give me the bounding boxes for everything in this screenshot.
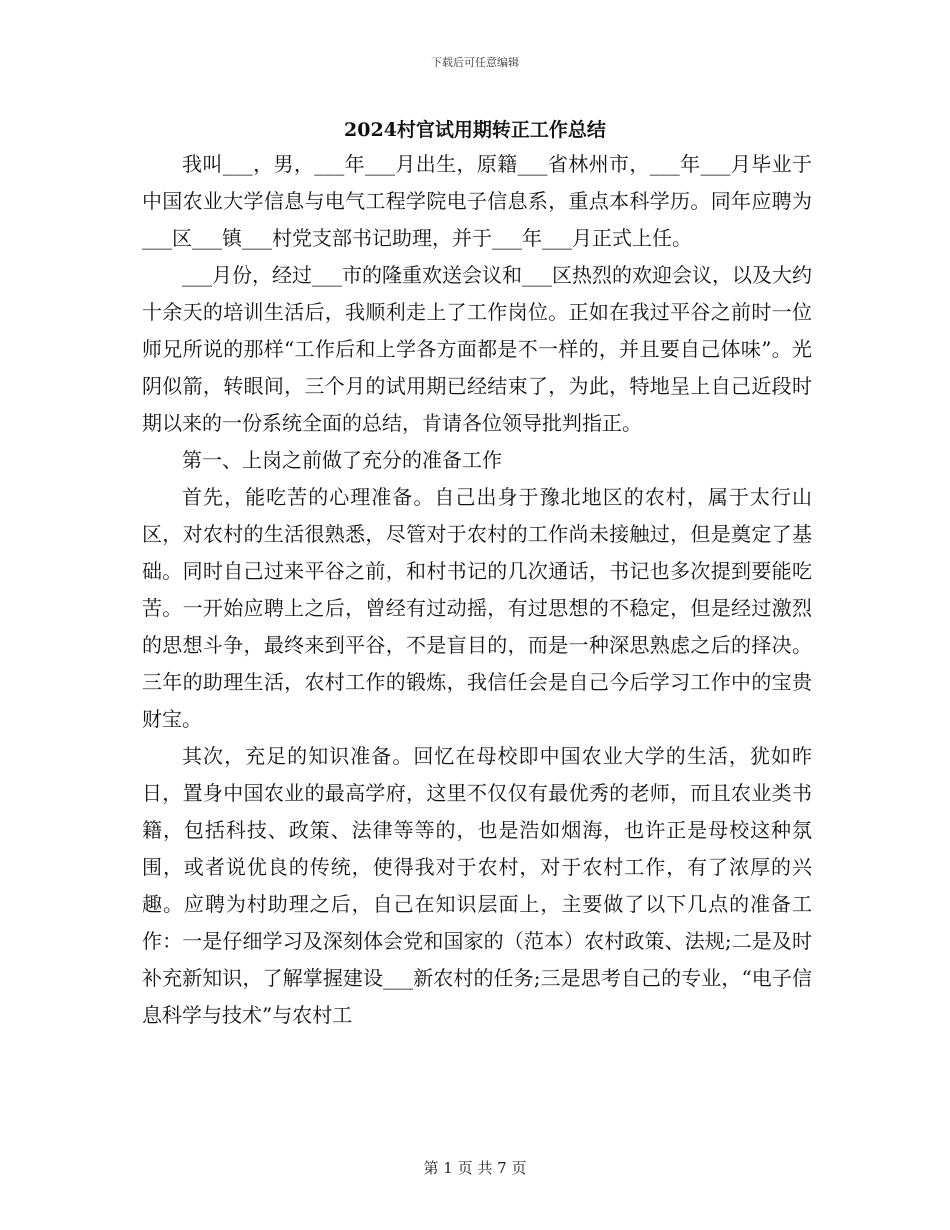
page-number: 第 1 页 共 7 页 [423, 1159, 527, 1177]
paragraph-knowledge-preparation: 其次，充足的知识准备。回忆在母校即中国农业大学的生活，犹如昨日，置身中国农业的最高学府，这里不仅仅有最优秀的老师，而且农业类书籍，包括科技、政策、法律等等的，也是浩如烟海，也许正是母校这种氛围，或者说优良的传统，使得我对于农村，对于农村工作，有了浓厚的兴趣。应聘为村助理之后，自己在知识层面上，主要做了以下几点的准备工作：一是仔细学习及深刻体会党和国家的（范本）农村政策、法规;二是及时补充新知识，了解掌握建设___新农村的任务;三是思考自己的专业，“电子信息科学与技术”与农村工 [142, 744, 812, 1027]
paragraph-intro: 我叫___，男，___年___月出生，原籍___省林州市，___年___月毕业于中国农业大学信息与电气工程学院电子信息系，重点本科学历。同年应聘为___区___镇___村党支部书记助理，并于___年___月正式上任。 [142, 152, 812, 250]
document-title: 2024村官试用期转正工作总结 [344, 119, 606, 141]
document-body [142, 146, 812, 1034]
section-heading-preparation: 第一、上岗之前做了充分的准备工作 [182, 448, 502, 472]
paragraph-arrival: ___月份，经过___市的隆重欢送会议和___区热烈的欢迎会议，以及大约十余天的培训生活后，我顺利走上了工作岗位。正如在我过平谷之前时一位师兄所说的那样“工作后和上学各方面都是不一样的，并且要自己体味”。光阴似箭，转眼间，三个月的试用期已经结束了，为此，特地呈上自己近段时期以来的一份系统全面的总结，肯请各位领导批判指正。 [142, 263, 812, 435]
header-note: 下载后可任意编辑 [431, 56, 519, 69]
paragraph-mental-preparation: 首先，能吃苦的心理准备。自己出身于豫北地区的农村，属于太行山区，对农村的生活很熟悉，尽管对于农村的工作尚未接触过，但是奠定了基础。同时自己过来平谷之前，和村书记的几次通话，书记也多次提到要能吃苦。一开始应聘上之后，曾经有过动摇，有过思想的不稳定，但是经过激烈的思想斗争，最终来到平谷，不是盲目的，而是一种深思熟虑之后的择决。三年的助理生活，农村工作的锻炼，我信任会是自己今后学习工作中的宝贵财宝。 [142, 485, 812, 731]
